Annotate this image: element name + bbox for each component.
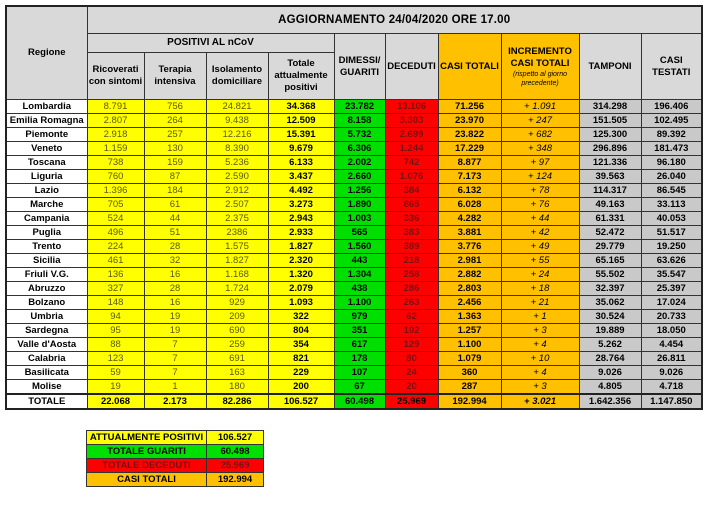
dimessi-cell: 67 (334, 380, 385, 395)
tamponi-cell: 61.331 (579, 212, 641, 226)
tamponi-cell: 125.300 (579, 128, 641, 142)
ricoverati-cell: 8.791 (87, 100, 144, 114)
isolamento-cell: 2.590 (206, 170, 268, 184)
region-cell: Abruzzo (6, 282, 87, 296)
tamponi-cell: 29.779 (579, 240, 641, 254)
casi-testati-cell: 63.626 (641, 254, 702, 268)
table-row (6, 366, 702, 380)
region-cell: Bolzano (6, 296, 87, 310)
isolamento-cell: 2.507 (206, 198, 268, 212)
tamponi-cell: 30.524 (579, 310, 641, 324)
casi-testati-cell: 96.180 (641, 156, 702, 170)
casi-totali-cell: 4.282 (438, 212, 501, 226)
region-cell: Friuli V.G. (6, 268, 87, 282)
region-cell: Molise (6, 380, 87, 395)
isolamento-cell: 163 (206, 366, 268, 380)
ricoverati-cell: 59 (87, 366, 144, 380)
table-row (6, 254, 702, 268)
ricoverati-cell: 22.068 (87, 394, 144, 409)
table-row (6, 352, 702, 366)
dimessi-cell: 1.304 (334, 268, 385, 282)
ricoverati-cell: 2.918 (87, 128, 144, 142)
casi-testati-cell: 18.050 (641, 324, 702, 338)
incremento-cell: + 49 (501, 240, 579, 254)
casi-testati-cell: 51.517 (641, 226, 702, 240)
casi-totali-cell: 2.981 (438, 254, 501, 268)
positivi-group-header: POSITIVI AL nCoV (87, 34, 334, 53)
deceduti-cell: 1.244 (385, 142, 438, 156)
deceduti-cell: 742 (385, 156, 438, 170)
totale-positivi-cell: 804 (268, 324, 334, 338)
tamponi-cell: 5.262 (579, 338, 641, 352)
deceduti-cell: 258 (385, 268, 438, 282)
isolamento-cell: 1.827 (206, 254, 268, 268)
casi-totali-cell: 3.776 (438, 240, 501, 254)
deceduti-cell: 13.106 (385, 100, 438, 114)
dimessi-header: DIMESSI/ GUARITI (334, 34, 385, 100)
dimessi-cell: 1.256 (334, 184, 385, 198)
terapia-cell: 756 (144, 100, 206, 114)
deceduti-cell: 383 (385, 226, 438, 240)
totale-positivi-cell: 322 (268, 310, 334, 324)
totale-positivi-cell: 229 (268, 366, 334, 380)
region-cell: Lombardia (6, 100, 87, 114)
isolamento-cell: 9.438 (206, 114, 268, 128)
deceduti-cell: 20 (385, 380, 438, 395)
incremento-cell: + 42 (501, 226, 579, 240)
casi-testati-cell: 89.392 (641, 128, 702, 142)
deceduti-cell: 62 (385, 310, 438, 324)
totale-positivi-cell: 106.527 (268, 394, 334, 409)
casi-testati-cell: 9.026 (641, 366, 702, 380)
deceduti-cell: 286 (385, 282, 438, 296)
terapia-cell: 19 (144, 310, 206, 324)
tamponi-cell: 114.317 (579, 184, 641, 198)
region-cell: Trento (6, 240, 87, 254)
terapia-cell: 2.173 (144, 394, 206, 409)
dimessi-cell: 351 (334, 324, 385, 338)
tamponi-cell: 55.502 (579, 268, 641, 282)
table-row (6, 170, 702, 184)
terapia-cell: 28 (144, 282, 206, 296)
incremento-cell: + 10 (501, 352, 579, 366)
totale-positivi-cell: 1.320 (268, 268, 334, 282)
casi-testati-cell: 40.053 (641, 212, 702, 226)
tamponi-cell: 28.764 (579, 352, 641, 366)
casi-testati-cell: 196.406 (641, 100, 702, 114)
region-cell: Umbria (6, 310, 87, 324)
terapia-cell: 61 (144, 198, 206, 212)
deceduti-cell: 3.303 (385, 114, 438, 128)
summary-row (87, 473, 264, 487)
tamponi-cell: 32.397 (579, 282, 641, 296)
isolamento-cell: 690 (206, 324, 268, 338)
summary-value: 60.498 (207, 445, 264, 459)
terapia-header: Terapia intensiva (144, 53, 206, 100)
dimessi-cell: 438 (334, 282, 385, 296)
tamponi-header: TAMPONI (579, 34, 641, 100)
ricoverati-cell: 496 (87, 226, 144, 240)
dimessi-cell: 1.560 (334, 240, 385, 254)
casi-testati-header: CASI TESTATI (641, 34, 702, 100)
summary-label: ATTUALMENTE POSITIVI (87, 431, 207, 445)
isolamento-cell: 24.821 (206, 100, 268, 114)
tamponi-cell: 296.896 (579, 142, 641, 156)
table-row (6, 212, 702, 226)
table-row (6, 380, 702, 395)
deceduti-cell: 24 (385, 366, 438, 380)
dimessi-cell: 178 (334, 352, 385, 366)
incremento-cell: + 3.021 (501, 394, 579, 409)
isolamento-cell: 180 (206, 380, 268, 395)
table-row (6, 226, 702, 240)
casi-testati-cell: 33.113 (641, 198, 702, 212)
totale-positivi-cell: 4.492 (268, 184, 334, 198)
totale-positivi-cell: 354 (268, 338, 334, 352)
summary-row (87, 459, 264, 473)
incremento-header-note: (rispetto al giorno precedente) (512, 70, 568, 87)
totale-positivi-cell: 200 (268, 380, 334, 395)
dimessi-cell: 2.660 (334, 170, 385, 184)
totale-positivi-cell: 821 (268, 352, 334, 366)
dimessi-cell: 2.002 (334, 156, 385, 170)
ricoverati-cell: 760 (87, 170, 144, 184)
incremento-cell: + 1 (501, 310, 579, 324)
casi-totali-cell: 71.256 (438, 100, 501, 114)
incremento-cell: + 55 (501, 254, 579, 268)
isolamento-cell: 691 (206, 352, 268, 366)
casi-testati-cell: 35.547 (641, 268, 702, 282)
totale-positivi-cell: 2.079 (268, 282, 334, 296)
table-row (6, 240, 702, 254)
region-cell: Calabria (6, 352, 87, 366)
casi-testati-cell: 4.454 (641, 338, 702, 352)
totale-positivi-cell: 1.827 (268, 240, 334, 254)
casi-testati-cell: 20.733 (641, 310, 702, 324)
terapia-cell: 264 (144, 114, 206, 128)
terapia-cell: 44 (144, 212, 206, 226)
isolamento-cell: 2.912 (206, 184, 268, 198)
ricoverati-cell: 136 (87, 268, 144, 282)
totale-positivi-cell: 12.509 (268, 114, 334, 128)
terapia-cell: 28 (144, 240, 206, 254)
casi-totali-cell: 1.079 (438, 352, 501, 366)
incremento-cell: + 348 (501, 142, 579, 156)
deceduti-cell: 129 (385, 338, 438, 352)
ricoverati-header: Ricoverati con sintomi (87, 53, 144, 100)
tamponi-cell: 1.642.356 (579, 394, 641, 409)
casi-testati-cell: 25.397 (641, 282, 702, 296)
incremento-cell: + 3 (501, 324, 579, 338)
terapia-cell: 16 (144, 268, 206, 282)
incremento-header (501, 34, 579, 100)
tamponi-cell: 151.505 (579, 114, 641, 128)
casi-testati-cell: 17.024 (641, 296, 702, 310)
isolamento-cell: 5.236 (206, 156, 268, 170)
summary-value: 106.527 (207, 431, 264, 445)
terapia-cell: 16 (144, 296, 206, 310)
totale-positivi-cell: 15.391 (268, 128, 334, 142)
casi-totali-cell: 1.363 (438, 310, 501, 324)
terapia-cell: 7 (144, 352, 206, 366)
region-cell: Piemonte (6, 128, 87, 142)
region-cell: Basilicata (6, 366, 87, 380)
table-row (6, 156, 702, 170)
tamponi-cell: 49.163 (579, 198, 641, 212)
incremento-cell: + 4 (501, 366, 579, 380)
deceduti-cell: 102 (385, 324, 438, 338)
summary-label: TOTALE GUARITI (87, 445, 207, 459)
deceduti-cell: 25.969 (385, 394, 438, 409)
ricoverati-cell: 224 (87, 240, 144, 254)
totale-positivi-cell: 2.933 (268, 226, 334, 240)
table-row (6, 100, 702, 114)
incremento-cell: + 124 (501, 170, 579, 184)
terapia-cell: 32 (144, 254, 206, 268)
dimessi-cell: 443 (334, 254, 385, 268)
summary-label: TOTALE DECEDUTI (87, 459, 207, 473)
ricoverati-cell: 1.159 (87, 142, 144, 156)
incremento-cell: + 97 (501, 156, 579, 170)
isolamento-cell: 8.390 (206, 142, 268, 156)
dimessi-cell: 1.003 (334, 212, 385, 226)
dimessi-cell: 617 (334, 338, 385, 352)
dimessi-cell: 565 (334, 226, 385, 240)
isolamento-cell: 12.216 (206, 128, 268, 142)
casi-totali-cell: 360 (438, 366, 501, 380)
table-row (6, 128, 702, 142)
ricoverati-cell: 19 (87, 380, 144, 395)
casi-testati-cell: 26.040 (641, 170, 702, 184)
dimessi-cell: 979 (334, 310, 385, 324)
region-header: Regione (6, 6, 87, 100)
incremento-cell: + 3 (501, 380, 579, 395)
casi-testati-cell: 26.811 (641, 352, 702, 366)
deceduti-cell: 1.076 (385, 170, 438, 184)
casi-totali-cell: 2.803 (438, 282, 501, 296)
ricoverati-cell: 94 (87, 310, 144, 324)
casi-testati-cell: 1.147.850 (641, 394, 702, 409)
tamponi-cell: 19.889 (579, 324, 641, 338)
summary-label: CASI TOTALI (87, 473, 207, 487)
region-cell: Sicilia (6, 254, 87, 268)
terapia-cell: 19 (144, 324, 206, 338)
deceduti-cell: 263 (385, 296, 438, 310)
deceduti-header: DECEDUTI (385, 34, 438, 100)
region-cell: Toscana (6, 156, 87, 170)
casi-totali-header: CASI TOTALI (438, 34, 501, 100)
ricoverati-cell: 2.807 (87, 114, 144, 128)
table-row (6, 198, 702, 212)
region-cell: Valle d'Aosta (6, 338, 87, 352)
isolamento-cell: 1.575 (206, 240, 268, 254)
deceduti-cell: 2.699 (385, 128, 438, 142)
terapia-cell: 130 (144, 142, 206, 156)
incremento-cell: + 4 (501, 338, 579, 352)
isolamento-cell: 1.724 (206, 282, 268, 296)
dimessi-cell: 8.158 (334, 114, 385, 128)
tamponi-cell: 52.472 (579, 226, 641, 240)
totale-positivi-cell: 34.368 (268, 100, 334, 114)
casi-testati-cell: 86.545 (641, 184, 702, 198)
tamponi-cell: 39.563 (579, 170, 641, 184)
ricoverati-cell: 524 (87, 212, 144, 226)
incremento-cell: + 24 (501, 268, 579, 282)
dimessi-cell: 1.100 (334, 296, 385, 310)
casi-totali-cell: 6.132 (438, 184, 501, 198)
incremento-cell: + 682 (501, 128, 579, 142)
deceduti-cell: 865 (385, 198, 438, 212)
terapia-cell: 87 (144, 170, 206, 184)
tamponi-cell: 65.165 (579, 254, 641, 268)
incremento-cell: + 1.091 (501, 100, 579, 114)
ricoverati-cell: 95 (87, 324, 144, 338)
ricoverati-cell: 88 (87, 338, 144, 352)
casi-totali-cell: 2.456 (438, 296, 501, 310)
summary-table (86, 430, 264, 487)
region-cell: Puglia (6, 226, 87, 240)
update-title: AGGIORNAMENTO 24/04/2020 ORE 17.00 (87, 6, 702, 34)
dimessi-cell: 107 (334, 366, 385, 380)
table-row (6, 324, 702, 338)
total-row (6, 394, 702, 409)
incremento-cell: + 78 (501, 184, 579, 198)
casi-testati-cell: 102.495 (641, 114, 702, 128)
ricoverati-cell: 1.396 (87, 184, 144, 198)
incremento-cell: + 21 (501, 296, 579, 310)
casi-totali-cell: 23.822 (438, 128, 501, 142)
incremento-header-label: INCREMENTO CASI TOTALI (508, 45, 572, 69)
ricoverati-cell: 738 (87, 156, 144, 170)
totale-positivi-cell: 3.273 (268, 198, 334, 212)
isolamento-header: Isolamento domiciliare (206, 53, 268, 100)
region-cell: Campania (6, 212, 87, 226)
dimessi-cell: 23.782 (334, 100, 385, 114)
tamponi-cell: 35.062 (579, 296, 641, 310)
region-cell: Lazio (6, 184, 87, 198)
dimessi-cell: 1.890 (334, 198, 385, 212)
incremento-cell: + 44 (501, 212, 579, 226)
totale-positivi-cell: 9.679 (268, 142, 334, 156)
terapia-cell: 257 (144, 128, 206, 142)
casi-testati-cell: 19.250 (641, 240, 702, 254)
ricoverati-cell: 148 (87, 296, 144, 310)
deceduti-cell: 389 (385, 240, 438, 254)
casi-totali-cell: 23.970 (438, 114, 501, 128)
ricoverati-cell: 123 (87, 352, 144, 366)
covid-regional-table (5, 5, 703, 410)
casi-totali-cell: 7.173 (438, 170, 501, 184)
isolamento-cell: 209 (206, 310, 268, 324)
totale-positivi-cell: 2.943 (268, 212, 334, 226)
casi-totali-cell: 8.877 (438, 156, 501, 170)
table-row (6, 338, 702, 352)
isolamento-cell: 2386 (206, 226, 268, 240)
casi-testati-cell: 181.473 (641, 142, 702, 156)
table-row (6, 184, 702, 198)
totale-positivi-header: Totale attualmente positivi (268, 53, 334, 100)
isolamento-cell: 1.168 (206, 268, 268, 282)
terapia-cell: 51 (144, 226, 206, 240)
dimessi-cell: 5.732 (334, 128, 385, 142)
table-row (6, 268, 702, 282)
isolamento-cell: 929 (206, 296, 268, 310)
region-cell: Emilia Romagna (6, 114, 87, 128)
terapia-cell: 7 (144, 366, 206, 380)
table-row (6, 142, 702, 156)
dimessi-cell: 60.498 (334, 394, 385, 409)
table-row (6, 282, 702, 296)
totale-positivi-cell: 3.437 (268, 170, 334, 184)
casi-totali-cell: 2.882 (438, 268, 501, 282)
isolamento-cell: 82.286 (206, 394, 268, 409)
summary-row (87, 445, 264, 459)
terapia-cell: 184 (144, 184, 206, 198)
deceduti-cell: 80 (385, 352, 438, 366)
ricoverati-cell: 705 (87, 198, 144, 212)
table-row (6, 296, 702, 310)
region-cell: Veneto (6, 142, 87, 156)
casi-totali-cell: 1.100 (438, 338, 501, 352)
terapia-cell: 159 (144, 156, 206, 170)
incremento-cell: + 76 (501, 198, 579, 212)
terapia-cell: 1 (144, 380, 206, 395)
tamponi-cell: 314.298 (579, 100, 641, 114)
casi-totali-cell: 287 (438, 380, 501, 395)
casi-totali-cell: 192.994 (438, 394, 501, 409)
isolamento-cell: 259 (206, 338, 268, 352)
region-cell: Liguria (6, 170, 87, 184)
isolamento-cell: 2.375 (206, 212, 268, 226)
casi-totali-cell: 3.881 (438, 226, 501, 240)
incremento-cell: + 18 (501, 282, 579, 296)
totale-positivi-cell: 2.320 (268, 254, 334, 268)
region-cell: Marche (6, 198, 87, 212)
totale-positivi-cell: 6.133 (268, 156, 334, 170)
ricoverati-cell: 461 (87, 254, 144, 268)
casi-totali-cell: 17.229 (438, 142, 501, 156)
region-cell: Sardegna (6, 324, 87, 338)
ricoverati-cell: 327 (87, 282, 144, 296)
incremento-cell: + 247 (501, 114, 579, 128)
deceduti-cell: 384 (385, 184, 438, 198)
deceduti-cell: 218 (385, 254, 438, 268)
tamponi-cell: 9.026 (579, 366, 641, 380)
casi-totali-cell: 6.028 (438, 198, 501, 212)
casi-testati-cell: 4.718 (641, 380, 702, 395)
casi-totali-cell: 1.257 (438, 324, 501, 338)
table-row (6, 114, 702, 128)
dimessi-cell: 6.306 (334, 142, 385, 156)
region-cell: TOTALE (6, 394, 87, 409)
summary-value: 192.994 (207, 473, 264, 487)
terapia-cell: 7 (144, 338, 206, 352)
deceduti-cell: 336 (385, 212, 438, 226)
totale-positivi-cell: 1.093 (268, 296, 334, 310)
tamponi-cell: 121.336 (579, 156, 641, 170)
tamponi-cell: 4.805 (579, 380, 641, 395)
summary-value: 25.969 (207, 459, 264, 473)
table-row (6, 310, 702, 324)
summary-row (87, 431, 264, 445)
